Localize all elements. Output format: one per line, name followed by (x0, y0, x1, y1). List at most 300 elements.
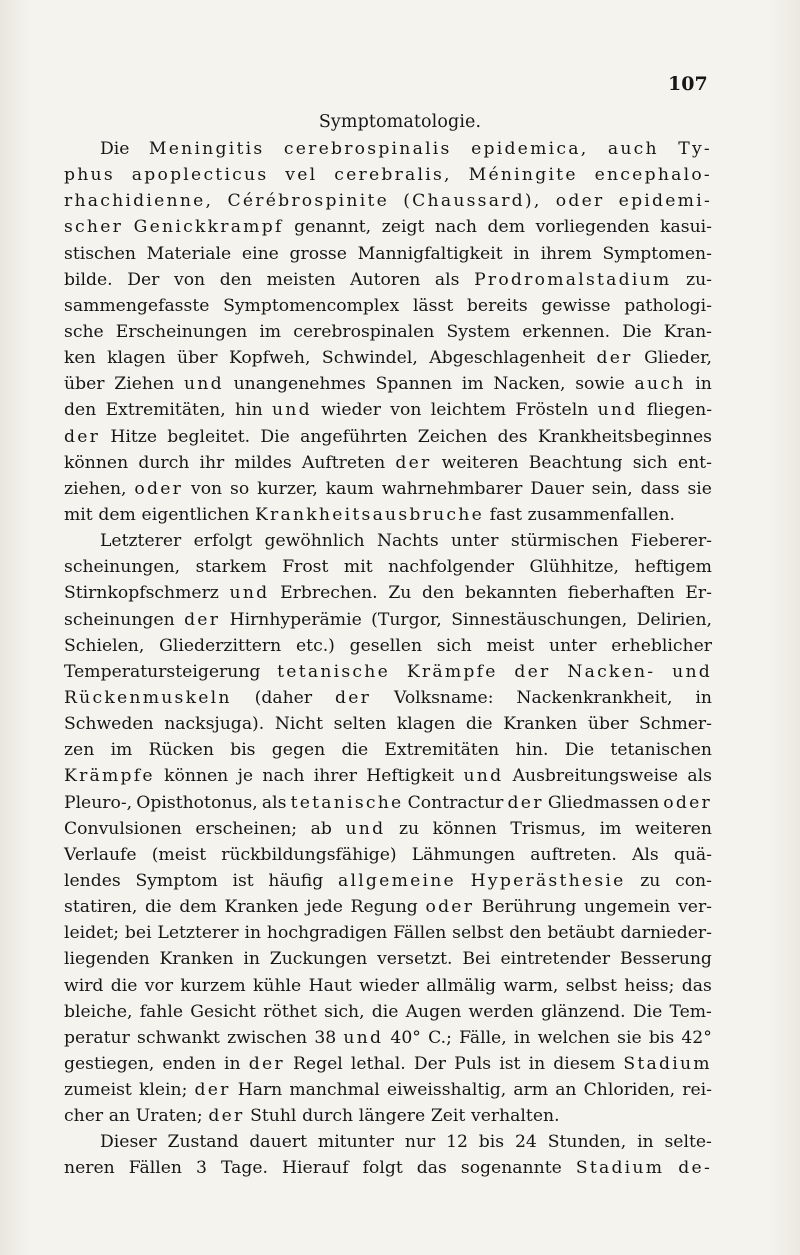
text-line (64, 1129, 712, 1155)
word: unter (549, 635, 597, 656)
word: Contractur (407, 792, 504, 813)
word: bekannten (464, 583, 558, 604)
text-line (64, 894, 712, 920)
word: Gesicht (190, 1001, 257, 1022)
word: ken (64, 348, 96, 369)
word: Delirien, (636, 609, 712, 630)
word: Nicht (274, 714, 323, 735)
word: gesellen (349, 635, 423, 656)
word: und (672, 661, 712, 682)
word: ihr (199, 452, 225, 473)
word: lethal. (350, 1053, 406, 1074)
word: Kranken (224, 897, 299, 918)
word: können (432, 818, 497, 839)
word: allmälig (426, 975, 497, 996)
word: schwankt (137, 1027, 220, 1048)
word: Berührung (481, 897, 577, 918)
word: lässt (412, 295, 454, 316)
word: im (599, 818, 622, 839)
word: über (587, 714, 629, 735)
word: Die (564, 740, 595, 761)
word: Die (632, 1001, 663, 1022)
word: fieberhaften (567, 583, 675, 604)
word: Die (622, 321, 652, 342)
word: Chloriden, (583, 1080, 676, 1101)
text-line (64, 241, 712, 267)
word: und (229, 583, 270, 604)
word: Fälle, (459, 1027, 507, 1048)
word: eiweisshaltig, (386, 1080, 507, 1101)
word: dem (487, 217, 526, 238)
text-line (64, 554, 712, 580)
word: Kran- (663, 321, 712, 342)
word: ihrem (540, 243, 592, 264)
word: Extremitäten, (105, 400, 226, 421)
word: cerebrospinalis (283, 139, 452, 159)
word: oder (555, 191, 605, 212)
word: Zeit (430, 1106, 466, 1127)
text-line (64, 763, 712, 789)
word: epidemica, (471, 139, 589, 159)
word: selte- (664, 1132, 712, 1153)
word: tetanische (277, 661, 391, 682)
word: verhalten. (471, 1106, 560, 1127)
text-line (64, 214, 712, 240)
word: nacksjuga). (164, 714, 265, 735)
word: den (509, 923, 542, 944)
word: der (596, 348, 633, 369)
word: und (271, 400, 312, 421)
word: diesem (553, 1053, 616, 1074)
word: ziehen, (64, 478, 127, 499)
word: Die (100, 139, 130, 159)
word: Kranken (159, 949, 234, 970)
word: rückbildungsfähige) (221, 844, 397, 865)
word: werden (468, 1001, 534, 1022)
text-line (64, 1155, 712, 1181)
word: Fieberer- (630, 531, 712, 552)
word: 12 (446, 1132, 468, 1153)
text-line (64, 999, 712, 1025)
word: dem (98, 504, 136, 525)
word: Zu (388, 583, 412, 604)
word: Spannen (375, 374, 453, 395)
word: der (64, 426, 101, 447)
word: Als (631, 844, 659, 865)
word: Pleuro-, (64, 792, 133, 813)
word: Rückenmuskeln (64, 687, 232, 708)
word: kühle (253, 975, 302, 996)
word: durch (302, 1106, 354, 1127)
word: grosse (289, 243, 347, 264)
word: Uraten; (135, 1106, 203, 1127)
word: mit (343, 557, 373, 578)
word: folgt (362, 1158, 403, 1179)
word: Tem- (669, 1001, 712, 1022)
word: längere (358, 1106, 426, 1127)
word: 24 (514, 1132, 537, 1153)
word: Die (260, 426, 290, 447)
word: können (164, 766, 229, 787)
word: 3 (196, 1158, 207, 1179)
word: sein, (591, 478, 633, 499)
text-line (64, 633, 712, 659)
word: begleitet. (167, 426, 251, 447)
word: selbst (452, 923, 504, 944)
word: Besserung (619, 949, 712, 970)
word: Stadium (623, 1053, 712, 1074)
word: die (144, 897, 172, 918)
word: den (219, 269, 252, 290)
word: hochgradigen (266, 923, 388, 944)
word: Meningitis (148, 139, 265, 159)
word: der (184, 609, 221, 630)
word: Beachtung (528, 452, 623, 473)
word: fahle (139, 1001, 184, 1022)
word: zu- (686, 269, 712, 290)
word: und (597, 400, 638, 421)
text-line (64, 1077, 712, 1103)
word: Ziehen (114, 374, 175, 395)
word: an (555, 1080, 577, 1101)
word: sche (64, 321, 104, 342)
text-line (64, 345, 712, 371)
word: sammengefasste (64, 295, 210, 316)
text-line (64, 711, 712, 737)
word: als (687, 766, 712, 787)
word: sich (436, 635, 472, 656)
word: die (341, 740, 369, 761)
word: Kranken (503, 714, 578, 735)
word: (Turgor, (371, 609, 442, 630)
word: Gliederzittern (159, 635, 282, 656)
text-line (64, 1025, 712, 1051)
word: Schielen, (64, 635, 145, 656)
word: Krankheitsbeginnes (537, 426, 712, 447)
word: auftreten. (530, 844, 617, 865)
word: des (497, 426, 528, 447)
word: kurzer, (257, 478, 318, 499)
word: erfolgt (193, 531, 253, 552)
word: Méningite (468, 165, 578, 186)
word: sich (632, 452, 668, 473)
text-line (64, 424, 712, 450)
word: Ty- (678, 139, 712, 159)
text-line (64, 397, 712, 423)
word: der (248, 1053, 285, 1074)
word: klagen (107, 348, 166, 369)
word: stürmischen (510, 531, 619, 552)
word: Der (413, 1053, 447, 1074)
word: allgemeine (337, 870, 456, 891)
word: Schmer- (638, 714, 712, 735)
word: im (461, 374, 484, 395)
word: ent- (677, 452, 712, 473)
word: (Chaussard), (403, 191, 542, 212)
word: Frost (282, 557, 329, 578)
word: (daher (254, 687, 313, 708)
word: im (110, 740, 133, 761)
word: das (681, 975, 712, 996)
word: leichtem (430, 400, 506, 421)
word: dass (640, 478, 680, 499)
word: 38 (314, 1027, 337, 1048)
word: die (110, 975, 138, 996)
word: Opisthotonus, (136, 792, 258, 813)
word: in (244, 923, 262, 944)
word: Dauer (530, 478, 584, 499)
word: bleiche, (64, 1001, 133, 1022)
word: in (695, 687, 712, 708)
word: Erbrechen. (280, 583, 378, 604)
word: Temperatursteigerung (64, 661, 261, 682)
word: Cérébrospinite (227, 191, 389, 212)
word: de- (678, 1158, 712, 1179)
word: mit (64, 504, 93, 525)
text-line (64, 816, 712, 842)
text-line (64, 476, 712, 502)
word: scher (64, 217, 124, 238)
word: hin. (515, 740, 549, 761)
word: genannt, (294, 217, 372, 238)
text-line (64, 162, 712, 188)
word: oder (425, 897, 475, 918)
word: in (528, 1053, 546, 1074)
word: sie (617, 1027, 642, 1048)
word: nach (262, 766, 305, 787)
word: in (224, 1053, 241, 1074)
word: Symptomen- (602, 243, 712, 264)
word: selbst (565, 975, 617, 996)
word: Tage. (220, 1158, 268, 1179)
word: (meist (151, 844, 207, 865)
word: nachfolgender (388, 557, 514, 578)
word: ungemein (584, 897, 671, 918)
word: gestiegen, (64, 1053, 155, 1074)
word: ist (232, 870, 254, 891)
word: Glieder, (644, 348, 712, 369)
page-number: 107 (668, 73, 708, 95)
word: Sinnestäuschungen, (451, 609, 628, 630)
word: Dieser (100, 1132, 157, 1153)
word: über (177, 348, 218, 369)
word: Stirnkopfschmerz (64, 583, 219, 604)
word: arm (513, 1080, 549, 1101)
word: in (513, 1027, 531, 1048)
word: tetanischen (610, 740, 712, 761)
word: eigentlichen (141, 504, 250, 525)
word: auch (607, 139, 659, 159)
text-line (64, 868, 712, 894)
word: der (208, 1106, 245, 1127)
word: und (343, 1027, 384, 1048)
text-line (64, 842, 712, 868)
text-line (64, 659, 712, 685)
word: häufig (268, 870, 324, 891)
word: tetanische (290, 792, 404, 813)
word: ist (499, 1053, 521, 1074)
word: heftigem (634, 557, 712, 578)
word: Stadium (575, 1158, 665, 1179)
word: oder (663, 792, 712, 813)
word: Symptomencomplex (223, 295, 400, 316)
word: Materiale (146, 243, 232, 264)
word: der (395, 452, 432, 473)
word: der (507, 792, 544, 813)
word: epidemi- (618, 191, 712, 212)
word: statiren, (64, 897, 138, 918)
word: 42° (681, 1027, 712, 1048)
word: ab (310, 818, 332, 839)
word: bis (478, 1132, 505, 1153)
word: leidet; (64, 923, 120, 944)
text-line (64, 371, 712, 397)
word: von (390, 400, 422, 421)
word: gewisse (541, 295, 611, 316)
word: fast (489, 504, 522, 525)
word: Gliedmassen (547, 792, 660, 813)
word: Extremitäten (384, 740, 500, 761)
word: und (183, 374, 224, 395)
word: sie (687, 478, 712, 499)
word: lendes (64, 870, 121, 891)
word: dauert (249, 1132, 308, 1153)
text-line (64, 607, 712, 633)
text-line (64, 188, 712, 214)
word: neren (64, 1158, 115, 1179)
word: Autoren (350, 269, 421, 290)
word: Heftigkeit (366, 766, 455, 787)
text-line (64, 737, 712, 763)
word: Frösteln (515, 400, 589, 421)
text-line (64, 267, 712, 293)
word: enden (162, 1053, 216, 1074)
word: sich, (324, 1001, 365, 1022)
word: im (259, 321, 282, 342)
word: durch (138, 452, 190, 473)
word: meisten (266, 269, 336, 290)
word: Symptom (135, 870, 218, 891)
word: und (463, 766, 504, 787)
section-heading: Symptomatologie. (318, 112, 482, 132)
word: phus (64, 165, 115, 186)
word: Augen (405, 1001, 462, 1022)
word: versetzt. (377, 949, 453, 970)
word: wahrnehmbarer (381, 478, 523, 499)
word: fliegen- (646, 400, 712, 421)
word: die (371, 1001, 399, 1022)
word: sowie (575, 374, 625, 395)
word: eine (241, 243, 279, 264)
word: Krämpfe (64, 766, 155, 787)
word: Kopfweh, (228, 348, 311, 369)
word: betäubt (547, 923, 615, 944)
word: Fällen (393, 923, 447, 944)
word: quä- (673, 844, 712, 865)
text-line (64, 450, 712, 476)
word: welchen (537, 1027, 610, 1048)
word: erscheinen; (195, 818, 298, 839)
word: cerebrospinalen (293, 321, 435, 342)
word: Haut (308, 975, 352, 996)
word: unter (451, 531, 499, 552)
word: scheinungen (64, 609, 175, 630)
word: klagen (396, 714, 456, 735)
word: manchmal (289, 1080, 380, 1101)
text-line (64, 1103, 712, 1129)
word: Volksname: (394, 687, 494, 708)
word: bis (230, 740, 256, 761)
word: Schweden (64, 714, 154, 735)
word: Letzterer (100, 531, 182, 552)
word: con- (675, 870, 712, 891)
word: Nachts (376, 531, 439, 552)
word: pathologi- (624, 295, 712, 316)
word: Er- (685, 583, 712, 604)
word: Rücken (148, 740, 214, 761)
text-line (64, 293, 712, 319)
word: heiss; (624, 975, 675, 996)
word: in (513, 243, 530, 264)
word: den (422, 583, 455, 604)
word: Puls (454, 1053, 492, 1074)
word: unangenehmes (233, 374, 366, 395)
word: Stuhl (250, 1106, 297, 1127)
word: Prodromalstadium (474, 269, 672, 290)
text-line (64, 685, 712, 711)
word: System (446, 321, 511, 342)
word: Trismus, (510, 818, 587, 839)
word: liegenden (64, 949, 150, 970)
text-line (64, 136, 712, 162)
word: selten (333, 714, 387, 735)
word: jede (306, 897, 343, 918)
word: bilde. (64, 269, 113, 290)
word: wieder (359, 975, 419, 996)
text-line (64, 319, 712, 345)
word: von (191, 478, 223, 499)
word: vorliegenden (535, 217, 650, 238)
word: zu (398, 818, 420, 839)
word: warm, (503, 975, 559, 996)
word: als (434, 269, 460, 290)
word: in (637, 1132, 654, 1153)
word: kurzem (180, 975, 246, 996)
word: die (465, 714, 493, 735)
word: können (64, 452, 129, 473)
word: über (64, 374, 105, 395)
word: erheblicher (611, 635, 712, 656)
word: gegen (271, 740, 326, 761)
word: der (514, 661, 551, 682)
word: bis (648, 1027, 675, 1048)
word: Zeichen (417, 426, 488, 447)
word: Fällen (128, 1158, 182, 1179)
word: Zustand (167, 1132, 239, 1153)
word: cher (64, 1106, 104, 1127)
text-line (64, 946, 712, 972)
word: das (416, 1158, 447, 1179)
word: Genickkrampf (133, 217, 284, 238)
word: weiteren (441, 452, 519, 473)
word: Schwindel, (321, 348, 418, 369)
word: bei (124, 923, 152, 944)
word: Nacken- (567, 661, 656, 682)
word: oder (134, 478, 184, 499)
word: und (345, 818, 386, 839)
word: weiteren (634, 818, 712, 839)
word: rhachidienne, (64, 191, 214, 212)
